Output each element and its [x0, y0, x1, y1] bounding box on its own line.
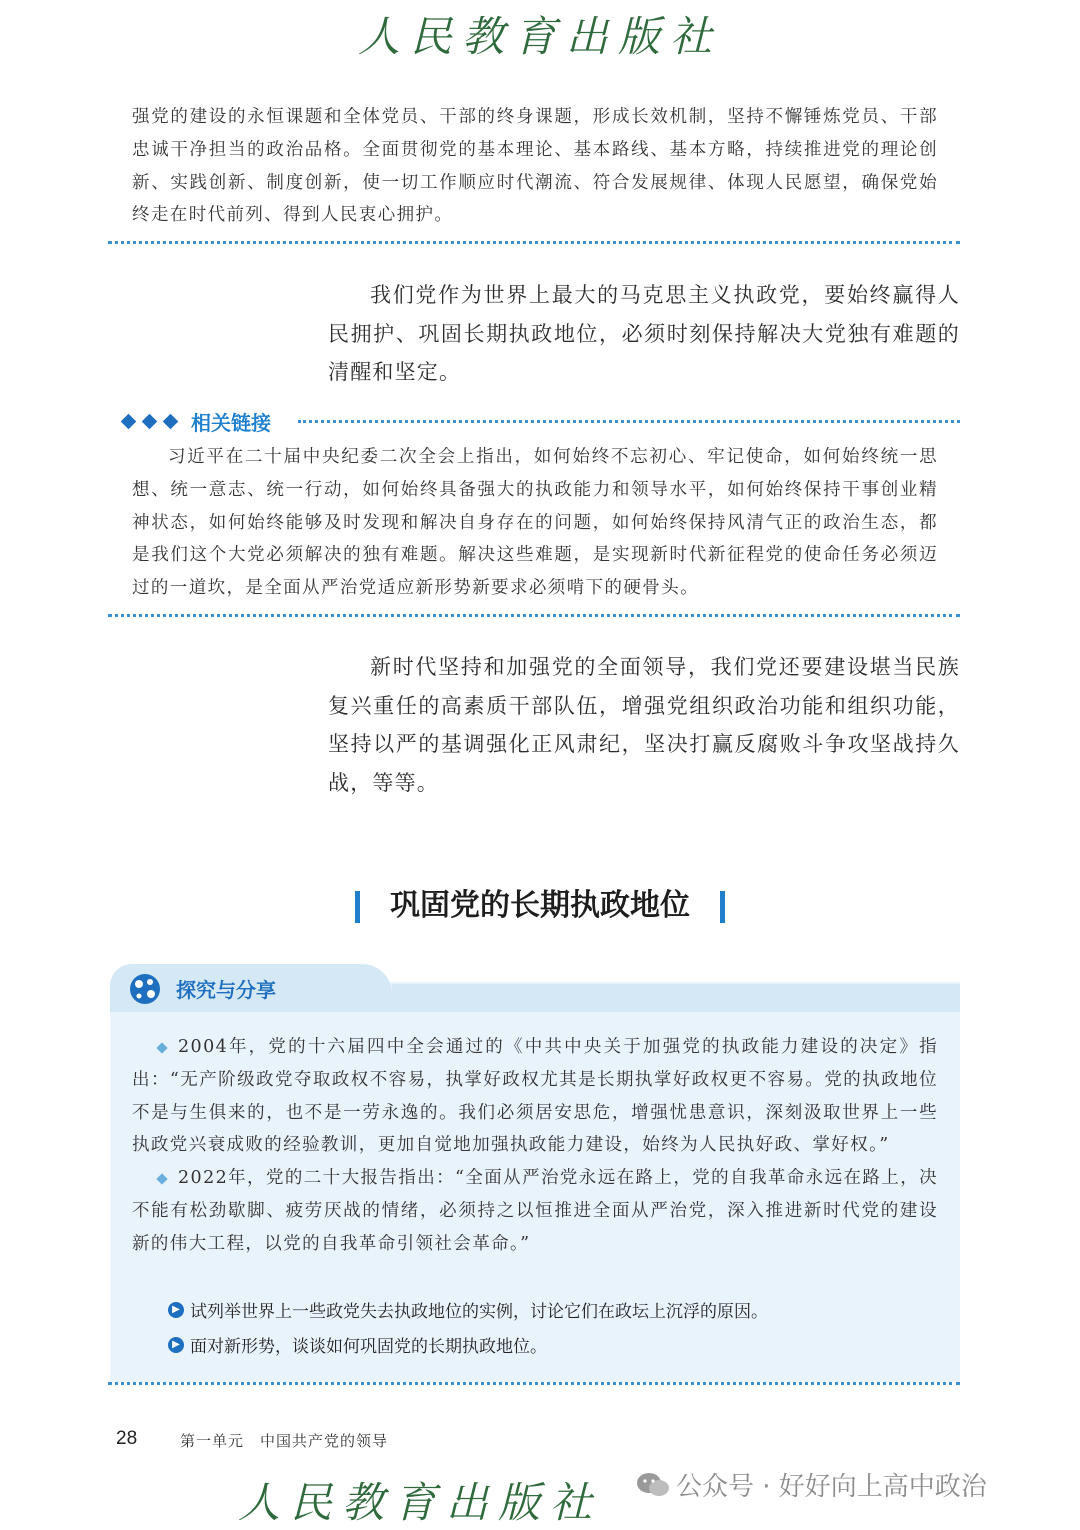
- related-link-heading: [118, 404, 271, 438]
- page-number: 28: [116, 1428, 138, 1449]
- top-paragraph: 强党的建设的永恒课题和全体党员、干部的终身课题，形成长效机制，坚持不懈锤炼党员、干部忠诚干净担当的政治品格。全面贯彻党的基本理论、基本路线、基本方略，持续推进党的理论创新、实践创新、制度创新，使一切工作顺应时代潮流、符合发展规律、体现人民愿望，确保党始终走在时代前列、得到人民衷心拥护。: [132, 107, 938, 226]
- section-title: 巩固党的长期执政地位: [390, 888, 690, 923]
- question-2: [168, 1332, 547, 1357]
- related-link-text: 习近平在二十届中央纪委二次全会上指出，如何始终不忘初心、牢记使命，如何始终统一思想、统一意志、统一行动，如何始终具备强大的执政能力和领导水平，如何始终保持干事创业精神状态，如何始终能够及时发现和解决自身存在的问题，如何始终保持风清气正的政治生态，都是我们这个大党必须解决的独有难题。解决这些难题，是实现新时代新征程党的使命任务必须迈过的一道坎，是全面从严治党适应新形势新要求必须啃下的硬骨头。: [132, 447, 938, 599]
- publisher-logo-top: 人民教育出版社: [357, 12, 722, 61]
- molecule-icon: [126, 970, 164, 1008]
- divider-dotted: [108, 1382, 960, 1385]
- bullet-diamond-icon: [156, 1173, 167, 1184]
- main-paragraph-1: 我们党作为世界上最大的马克思主义执政党，要始终赢得人民拥护、巩固长期执政地位，必须时刻保持解决大党独有难题的清醒和坚定。: [328, 283, 960, 384]
- diamond-icon: [163, 413, 179, 429]
- publisher-logo-bottom: 人民教育出版社: [237, 1478, 602, 1527]
- diamond-icon: [121, 413, 137, 429]
- wechat-icon: [636, 1471, 670, 1499]
- arrow-right-icon: ▶: [168, 1337, 184, 1353]
- related-link-title: 相关链接: [191, 410, 271, 435]
- divider-dotted: [298, 420, 960, 423]
- explore-item-2: [132, 1162, 938, 1260]
- title-bar-left: [355, 891, 360, 923]
- chapter-label: 第一单元 中国共产党的领导: [180, 1432, 389, 1450]
- explore-item-1-text: 2004年，党的十六届四中全会通过的《中共中央关于加强党的执政能力建设的决定》指出：“无产阶级政党夺取政权不容易，执掌好政权尤其是长期执掌好政权更不容易。党的执政地位不是与生俱来的，也不是一劳永逸的。我们必须居安思危，增强忧患意识，深刻汲取世界上一些执政党兴衰成败的经验教训，更加自觉地加强执政能力建设，始终为人民执好政、掌好权。”: [132, 1037, 938, 1156]
- explore-title: 探究与分享: [176, 978, 276, 1002]
- question-2-text: 面对新形势，谈谈如何巩固党的长期执政地位。: [190, 1337, 547, 1357]
- divider-dotted: [108, 241, 960, 244]
- arrow-right-icon: ▶: [168, 1302, 184, 1318]
- divider-dotted: [108, 614, 960, 617]
- diamond-icon: [142, 413, 158, 429]
- watermark: [636, 1466, 987, 1503]
- watermark-text: 公众号 · 好好向上高中政治: [676, 1472, 987, 1502]
- title-bar-right: [720, 891, 725, 923]
- explore-header-stripe: [392, 984, 960, 1012]
- question-1: [168, 1297, 768, 1322]
- main-paragraph-2: 新时代坚持和加强党的全面领导，我们党还要建设堪当民族复兴重任的高素质干部队伍，增强党组织政治功能和组织功能，坚持以严的基调强化正风肃纪，坚决打赢反腐败斗争攻坚战持久战，等等。: [328, 655, 960, 795]
- explore-item-2-text: 2022年，党的二十大报告指出：“全面从严治党永远在路上，党的自我革命永远在路上，决不能有松劲歇脚、疲劳厌战的情绪，必须持之以恒推进全面从严治党，深入推进新时代党的建设新的伟大工程，以党的自我革命引领社会革命。”: [132, 1168, 938, 1254]
- question-1-text: 试列举世界上一些政党失去执政地位的实例，讨论它们在政坛上沉浮的原因。: [190, 1302, 768, 1322]
- section-heading: [0, 880, 1080, 924]
- explore-item-1: [132, 1031, 938, 1162]
- bullet-diamond-icon: [156, 1042, 167, 1053]
